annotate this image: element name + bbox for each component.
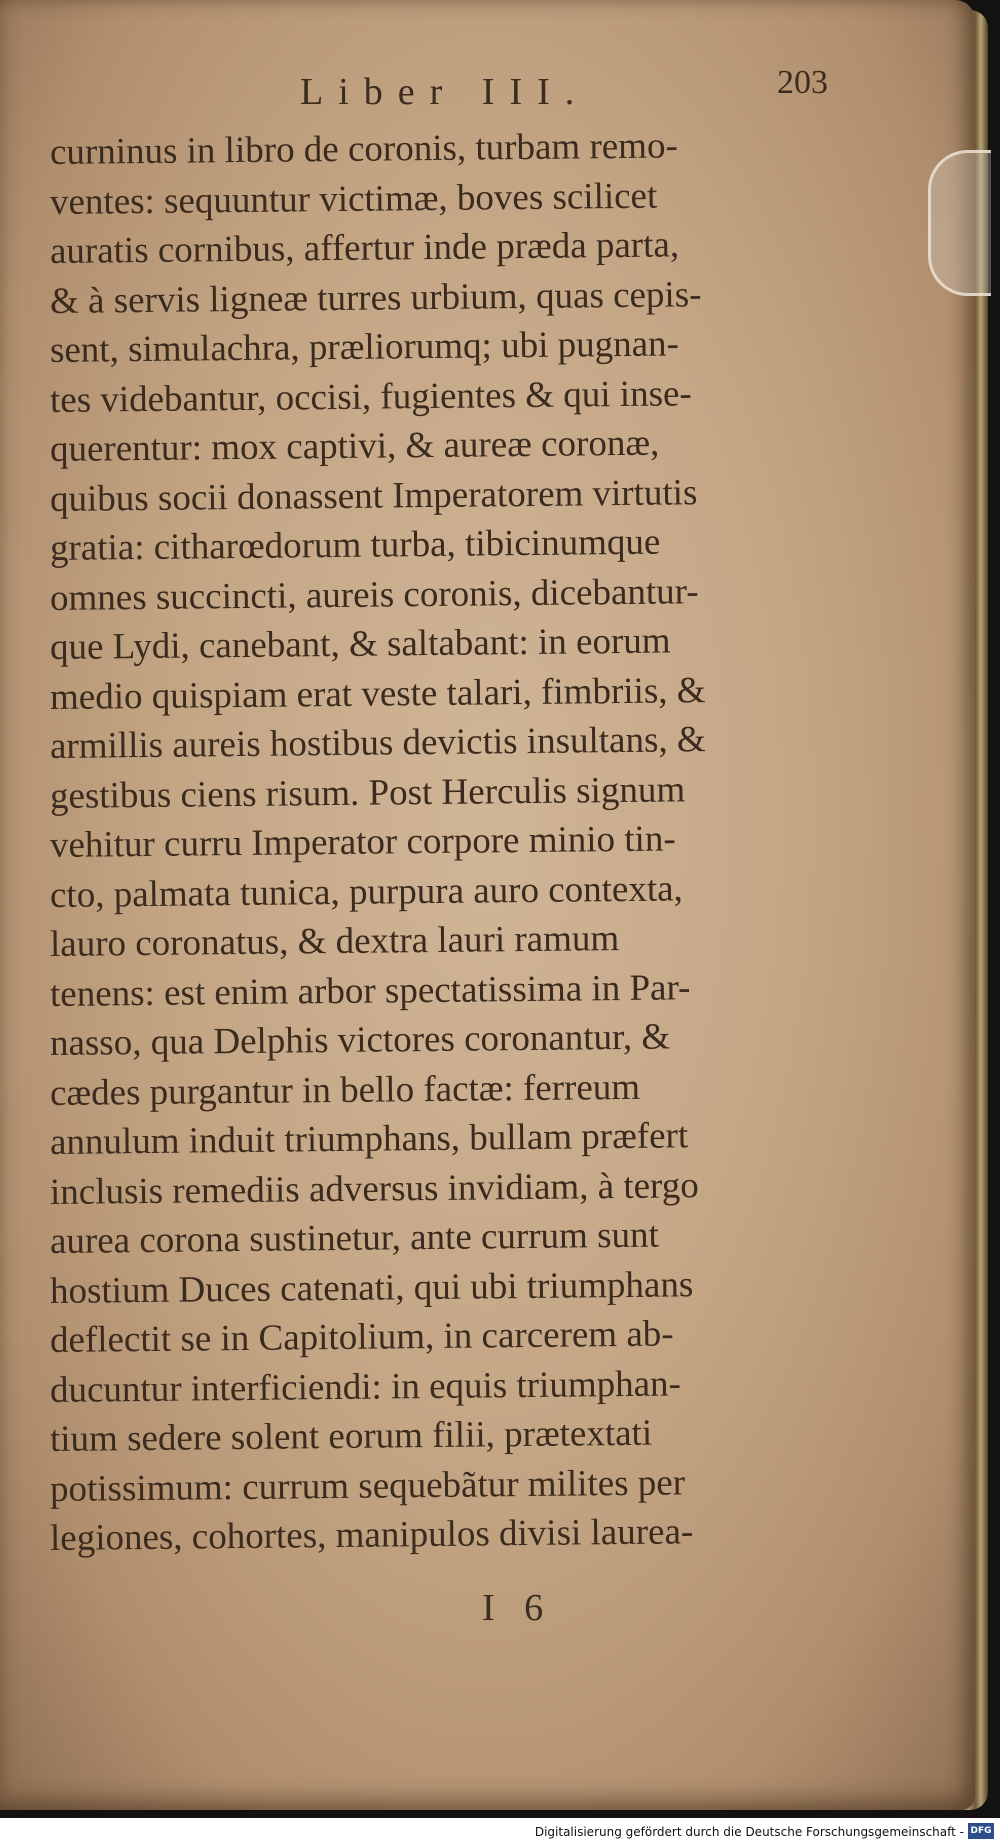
text-line: annulum induit triumphans, bullam præfert — [49, 1115, 689, 1163]
text-line: gestibus ciens risum. Post Herculis signum — [49, 768, 686, 817]
text-line: legiones, cohortes, manipulos divisi laurea- — [49, 1511, 694, 1559]
footer-credit: Digitalisierung gefördert durch die Deutsche Forschungsgemeinschaft - — [534, 1825, 964, 1839]
text-line: nasso, qua Delphis victores coronantur, & — [49, 1016, 671, 1064]
text-line: & à servis ligneæ turres urbium, quas cepis- — [49, 273, 702, 322]
running-head-title: Liber III. — [300, 71, 590, 113]
text-line: aurea corona sustinetur, ante currum sunt — [49, 1214, 659, 1262]
signature-mark: I 6 — [482, 1587, 554, 1629]
page-number: 203 — [777, 64, 828, 101]
text-line: omnes succincti, aureis coronis, dicebantur- — [49, 570, 699, 619]
text-line: auratis cornibus, affertur inde præda parta, — [49, 224, 680, 272]
text-line: armillis aureis hostibus devictis insultans, & — [49, 719, 706, 767]
text-line: inclusis remediis adversus invidiam, à tergo — [49, 1164, 699, 1213]
text-line: gratia: citharœdorum turba, tibicinumque — [49, 521, 661, 569]
dfg-logo: DFG — [968, 1823, 994, 1839]
text-line: vehitur curru Imperator corpore minio tin- — [49, 818, 676, 866]
text-line: ventes: sequuntur victimæ, boves scilicet — [49, 175, 658, 223]
text-line: cædes purgantur in bello factæ: ferreum — [49, 1066, 641, 1114]
text-line: lauro coronatus, & dextra lauri ramum — [49, 918, 620, 965]
footer-bar — [0, 1818, 1000, 1847]
text-line: ducuntur interficiendi: in equis triumphan- — [49, 1362, 682, 1411]
text-line: curninus in libro de coronis, turbam remo- — [49, 125, 679, 173]
text-line: medio quispiam erat veste talari, fimbriis, & — [49, 669, 706, 718]
text-line: tes videbantur, occisi, fugientes & qui inse- — [49, 372, 692, 421]
body-text — [49, 125, 850, 1564]
text-line: tenens: est enim arbor spectatissima in Par- — [49, 966, 691, 1015]
page-clip — [928, 150, 991, 296]
text-line: potissimum: currum sequebãtur milites per — [49, 1461, 686, 1510]
running-head — [0, 64, 975, 124]
text-line: deflectit se in Capitolium, in carcerem ab- — [49, 1313, 674, 1361]
text-line: que Lydi, canebant, & saltabant: in eorum — [49, 620, 671, 668]
text-line: hostium Duces catenati, qui ubi triumphans — [49, 1263, 694, 1312]
text-line: quibus socii donassent Imperatorem virtutis — [49, 471, 698, 520]
text-line: sent, simulachra, præliorumq; ubi pugnan- — [49, 323, 680, 371]
text-line: tium sedere solent eorum filii, prætextati — [49, 1412, 653, 1460]
text-line: cto, palmata tunica, purpura auro contexta, — [49, 867, 684, 916]
text-line: querentur: mox captivi, & aureæ coronæ, — [49, 422, 660, 470]
